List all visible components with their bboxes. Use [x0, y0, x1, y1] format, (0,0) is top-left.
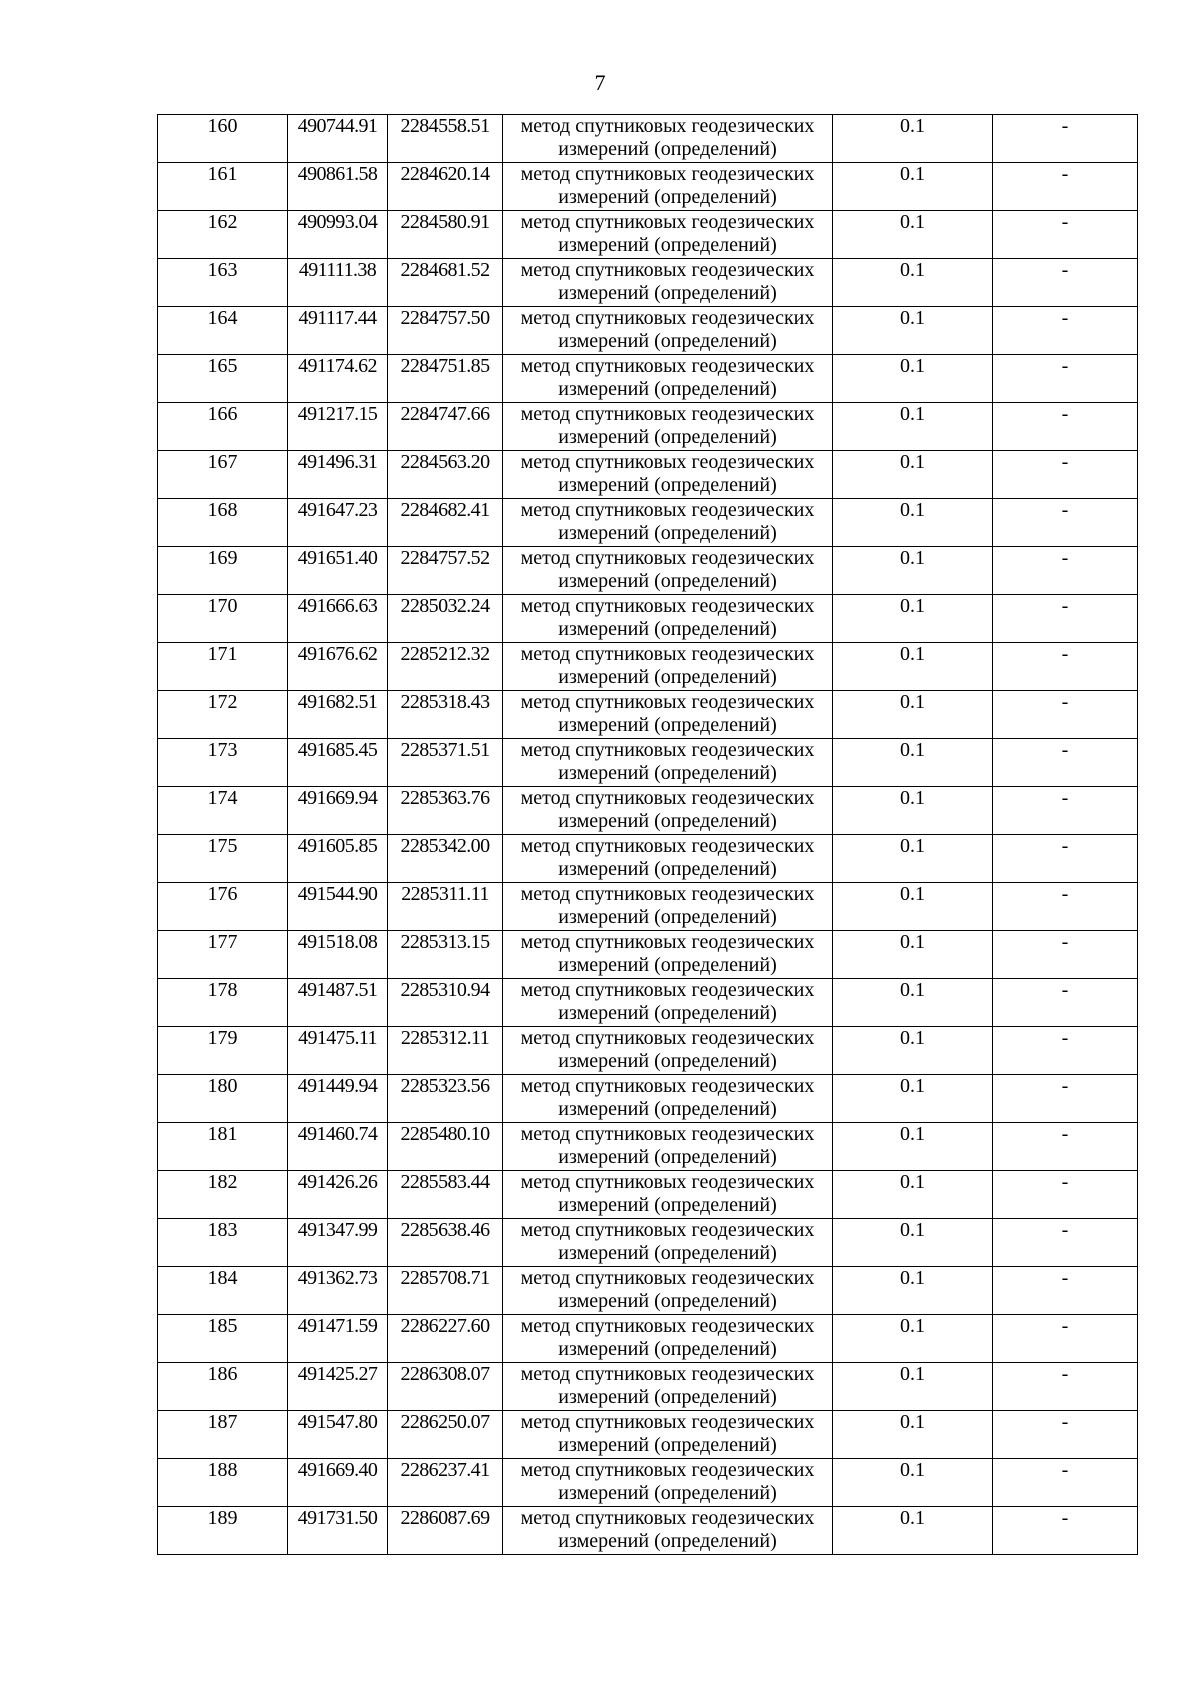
- note-cell: -: [993, 115, 1138, 163]
- method-cell: [503, 739, 833, 787]
- table-row: [158, 931, 1138, 979]
- note-cell: -: [993, 835, 1138, 883]
- method-line-1: метод спутниковых геодезических: [520, 307, 815, 329]
- point-number-cell: 162: [158, 211, 288, 259]
- method-line-2: измерений (определений): [558, 810, 777, 832]
- accuracy-cell: 0.1: [833, 355, 993, 403]
- y-coordinate-cell: 2286237.41: [388, 1459, 503, 1507]
- y-coordinate-cell: 2284580.91: [388, 211, 503, 259]
- table-row: [158, 739, 1138, 787]
- accuracy-cell: 0.1: [833, 1411, 993, 1459]
- point-number-cell: 163: [158, 259, 288, 307]
- method-line-2: измерений (определений): [558, 1098, 777, 1120]
- table-row: [158, 883, 1138, 931]
- method-line-1: метод спутниковых геодезических: [520, 355, 815, 377]
- method-line-1: метод спутниковых геодезических: [520, 979, 815, 1001]
- y-coordinate-cell: 2286308.07: [388, 1363, 503, 1411]
- method-line-1: метод спутниковых геодезических: [520, 595, 815, 617]
- point-number-cell: 172: [158, 691, 288, 739]
- table-row: [158, 835, 1138, 883]
- method-line-1: метод спутниковых геодезических: [520, 787, 815, 809]
- coordinates-table-body: [158, 115, 1138, 1555]
- method-line-2: измерений (определений): [558, 618, 777, 640]
- method-line-1: метод спутниковых геодезических: [520, 403, 815, 425]
- point-number-cell: 171: [158, 643, 288, 691]
- accuracy-cell: 0.1: [833, 499, 993, 547]
- x-coordinate-cell: 491518.08: [288, 931, 388, 979]
- table-row: [158, 259, 1138, 307]
- x-coordinate-cell: 491669.40: [288, 1459, 388, 1507]
- method-cell: [503, 1267, 833, 1315]
- method-line-2: измерений (определений): [558, 714, 777, 736]
- method-line-1: метод спутниковых геодезических: [520, 163, 815, 185]
- x-coordinate-cell: 491666.63: [288, 595, 388, 643]
- x-coordinate-cell: 491676.62: [288, 643, 388, 691]
- accuracy-cell: 0.1: [833, 1123, 993, 1171]
- y-coordinate-cell: 2285323.56: [388, 1075, 503, 1123]
- method-line-2: измерений (определений): [558, 474, 777, 496]
- y-coordinate-cell: 2285363.76: [388, 787, 503, 835]
- method-line-1: метод спутниковых геодезических: [520, 1507, 815, 1529]
- point-number-cell: 185: [158, 1315, 288, 1363]
- point-number-cell: 164: [158, 307, 288, 355]
- table-row: [158, 499, 1138, 547]
- accuracy-cell: 0.1: [833, 403, 993, 451]
- point-number-cell: 177: [158, 931, 288, 979]
- method-line-2: измерений (определений): [558, 1242, 777, 1264]
- method-cell: [503, 1171, 833, 1219]
- x-coordinate-cell: 491605.85: [288, 835, 388, 883]
- method-cell: [503, 403, 833, 451]
- x-coordinate-cell: 491362.73: [288, 1267, 388, 1315]
- note-cell: -: [993, 883, 1138, 931]
- point-number-cell: 160: [158, 115, 288, 163]
- accuracy-cell: 0.1: [833, 259, 993, 307]
- note-cell: -: [993, 1075, 1138, 1123]
- table-row: [158, 355, 1138, 403]
- method-cell: [503, 1123, 833, 1171]
- method-cell: [503, 931, 833, 979]
- point-number-cell: 161: [158, 163, 288, 211]
- accuracy-cell: 0.1: [833, 451, 993, 499]
- method-line-2: измерений (определений): [558, 1482, 777, 1504]
- note-cell: -: [993, 595, 1138, 643]
- y-coordinate-cell: 2284681.52: [388, 259, 503, 307]
- y-coordinate-cell: 2286227.60: [388, 1315, 503, 1363]
- x-coordinate-cell: 491174.62: [288, 355, 388, 403]
- y-coordinate-cell: 2285212.32: [388, 643, 503, 691]
- method-line-1: метод спутниковых геодезических: [520, 115, 815, 137]
- note-cell: -: [993, 1315, 1138, 1363]
- y-coordinate-cell: 2286087.69: [388, 1507, 503, 1555]
- method-cell: [503, 787, 833, 835]
- table-row: [158, 1075, 1138, 1123]
- method-cell: [503, 883, 833, 931]
- method-line-2: измерений (определений): [558, 1530, 777, 1552]
- method-line-2: измерений (определений): [558, 522, 777, 544]
- point-number-cell: 187: [158, 1411, 288, 1459]
- method-line-2: измерений (определений): [558, 1002, 777, 1024]
- method-line-2: измерений (определений): [558, 762, 777, 784]
- method-line-1: метод спутниковых геодезических: [520, 1075, 815, 1097]
- accuracy-cell: 0.1: [833, 1507, 993, 1555]
- accuracy-cell: 0.1: [833, 1027, 993, 1075]
- method-line-2: измерений (определений): [558, 1338, 777, 1360]
- point-number-cell: 169: [158, 547, 288, 595]
- y-coordinate-cell: 2285311.11: [388, 883, 503, 931]
- x-coordinate-cell: 491449.94: [288, 1075, 388, 1123]
- note-cell: -: [993, 211, 1138, 259]
- y-coordinate-cell: 2284757.50: [388, 307, 503, 355]
- method-line-2: измерений (определений): [558, 234, 777, 256]
- method-cell: [503, 835, 833, 883]
- table-row: [158, 403, 1138, 451]
- accuracy-cell: 0.1: [833, 595, 993, 643]
- accuracy-cell: 0.1: [833, 307, 993, 355]
- accuracy-cell: 0.1: [833, 1267, 993, 1315]
- accuracy-cell: 0.1: [833, 211, 993, 259]
- accuracy-cell: 0.1: [833, 787, 993, 835]
- note-cell: -: [993, 931, 1138, 979]
- note-cell: -: [993, 739, 1138, 787]
- method-line-2: измерений (определений): [558, 330, 777, 352]
- x-coordinate-cell: 491475.11: [288, 1027, 388, 1075]
- y-coordinate-cell: 2285371.51: [388, 739, 503, 787]
- table-row: [158, 547, 1138, 595]
- method-line-1: метод спутниковых геодезических: [520, 835, 815, 857]
- point-number-cell: 176: [158, 883, 288, 931]
- table-row: [158, 595, 1138, 643]
- method-cell: [503, 595, 833, 643]
- table-row: [158, 115, 1138, 163]
- point-number-cell: 175: [158, 835, 288, 883]
- x-coordinate-cell: 491544.90: [288, 883, 388, 931]
- method-line-2: измерений (определений): [558, 1050, 777, 1072]
- y-coordinate-cell: 2285480.10: [388, 1123, 503, 1171]
- page-number: 7: [594, 70, 606, 95]
- table-row: [158, 691, 1138, 739]
- note-cell: -: [993, 259, 1138, 307]
- accuracy-cell: 0.1: [833, 547, 993, 595]
- method-line-1: метод спутниковых геодезических: [520, 1267, 815, 1289]
- table-row: [158, 1315, 1138, 1363]
- method-line-1: метод спутниковых геодезических: [520, 1459, 815, 1481]
- y-coordinate-cell: 2284751.85: [388, 355, 503, 403]
- method-cell: [503, 691, 833, 739]
- point-number-cell: 182: [158, 1171, 288, 1219]
- method-line-1: метод спутниковых геодезических: [520, 1219, 815, 1241]
- point-number-cell: 174: [158, 787, 288, 835]
- table-row: [158, 1459, 1138, 1507]
- point-number-cell: 186: [158, 1363, 288, 1411]
- y-coordinate-cell: 2285638.46: [388, 1219, 503, 1267]
- method-cell: [503, 211, 833, 259]
- accuracy-cell: 0.1: [833, 115, 993, 163]
- y-coordinate-cell: 2286250.07: [388, 1411, 503, 1459]
- method-cell: [503, 1315, 833, 1363]
- accuracy-cell: 0.1: [833, 931, 993, 979]
- method-line-2: измерений (определений): [558, 1146, 777, 1168]
- method-line-1: метод спутниковых геодезических: [520, 1123, 815, 1145]
- x-coordinate-cell: 491117.44: [288, 307, 388, 355]
- point-number-cell: 180: [158, 1075, 288, 1123]
- x-coordinate-cell: 491651.40: [288, 547, 388, 595]
- point-number-cell: 165: [158, 355, 288, 403]
- x-coordinate-cell: 491471.59: [288, 1315, 388, 1363]
- method-line-2: измерений (определений): [558, 426, 777, 448]
- method-line-1: метод спутниковых геодезических: [520, 931, 815, 953]
- method-line-1: метод спутниковых геодезических: [520, 739, 815, 761]
- x-coordinate-cell: 490861.58: [288, 163, 388, 211]
- note-cell: -: [993, 1267, 1138, 1315]
- method-line-1: метод спутниковых геодезических: [520, 1027, 815, 1049]
- x-coordinate-cell: 491111.38: [288, 259, 388, 307]
- point-number-cell: 167: [158, 451, 288, 499]
- table-row: [158, 211, 1138, 259]
- point-number-cell: 168: [158, 499, 288, 547]
- method-cell: [503, 499, 833, 547]
- note-cell: -: [993, 499, 1138, 547]
- note-cell: -: [993, 1507, 1138, 1555]
- y-coordinate-cell: 2285342.00: [388, 835, 503, 883]
- x-coordinate-cell: 491547.80: [288, 1411, 388, 1459]
- method-line-1: метод спутниковых геодезических: [520, 1411, 815, 1433]
- y-coordinate-cell: 2285310.94: [388, 979, 503, 1027]
- note-cell: -: [993, 547, 1138, 595]
- x-coordinate-cell: 491731.50: [288, 1507, 388, 1555]
- method-line-2: измерений (определений): [558, 1290, 777, 1312]
- accuracy-cell: 0.1: [833, 883, 993, 931]
- point-number-cell: 179: [158, 1027, 288, 1075]
- y-coordinate-cell: 2284620.14: [388, 163, 503, 211]
- table-row: [158, 307, 1138, 355]
- note-cell: -: [993, 307, 1138, 355]
- method-line-1: метод спутниковых геодезических: [520, 259, 815, 281]
- table-row: [158, 163, 1138, 211]
- note-cell: -: [993, 355, 1138, 403]
- accuracy-cell: 0.1: [833, 1171, 993, 1219]
- x-coordinate-cell: 491460.74: [288, 1123, 388, 1171]
- method-line-2: измерений (определений): [558, 906, 777, 928]
- method-line-1: метод спутниковых геодезических: [520, 1171, 815, 1193]
- x-coordinate-cell: 491426.26: [288, 1171, 388, 1219]
- table-row: [158, 643, 1138, 691]
- note-cell: -: [993, 1411, 1138, 1459]
- note-cell: -: [993, 1171, 1138, 1219]
- table-row: [158, 1219, 1138, 1267]
- method-cell: [503, 1075, 833, 1123]
- x-coordinate-cell: 491425.27: [288, 1363, 388, 1411]
- accuracy-cell: 0.1: [833, 163, 993, 211]
- accuracy-cell: 0.1: [833, 835, 993, 883]
- table-row: [158, 1507, 1138, 1555]
- point-number-cell: 178: [158, 979, 288, 1027]
- method-line-1: метод спутниковых геодезических: [520, 1315, 815, 1337]
- x-coordinate-cell: 490744.91: [288, 115, 388, 163]
- method-line-1: метод спутниковых геодезических: [520, 1363, 815, 1385]
- y-coordinate-cell: 2284682.41: [388, 499, 503, 547]
- accuracy-cell: 0.1: [833, 691, 993, 739]
- method-cell: [503, 547, 833, 595]
- table-row: [158, 1411, 1138, 1459]
- method-cell: [503, 1507, 833, 1555]
- accuracy-cell: 0.1: [833, 643, 993, 691]
- method-line-2: измерений (определений): [558, 1434, 777, 1456]
- accuracy-cell: 0.1: [833, 1219, 993, 1267]
- table-row: [158, 787, 1138, 835]
- point-number-cell: 173: [158, 739, 288, 787]
- note-cell: -: [993, 1363, 1138, 1411]
- y-coordinate-cell: 2285312.11: [388, 1027, 503, 1075]
- point-number-cell: 181: [158, 1123, 288, 1171]
- note-cell: -: [993, 403, 1138, 451]
- x-coordinate-cell: 490993.04: [288, 211, 388, 259]
- x-coordinate-cell: 491496.31: [288, 451, 388, 499]
- accuracy-cell: 0.1: [833, 1315, 993, 1363]
- method-line-2: измерений (определений): [558, 1386, 777, 1408]
- point-number-cell: 189: [158, 1507, 288, 1555]
- method-line-2: измерений (определений): [558, 1194, 777, 1216]
- y-coordinate-cell: 2284558.51: [388, 115, 503, 163]
- table-row: [158, 451, 1138, 499]
- method-line-2: измерений (определений): [558, 666, 777, 688]
- method-line-1: метод спутниковых геодезических: [520, 643, 815, 665]
- method-cell: [503, 163, 833, 211]
- method-cell: [503, 307, 833, 355]
- method-cell: [503, 355, 833, 403]
- method-line-1: метод спутниковых геодезических: [520, 691, 815, 713]
- point-number-cell: 183: [158, 1219, 288, 1267]
- x-coordinate-cell: 491347.99: [288, 1219, 388, 1267]
- table-row: [158, 1027, 1138, 1075]
- accuracy-cell: 0.1: [833, 1363, 993, 1411]
- coordinates-table: [157, 114, 1138, 1555]
- x-coordinate-cell: 491685.45: [288, 739, 388, 787]
- table-row: [158, 1267, 1138, 1315]
- note-cell: -: [993, 1027, 1138, 1075]
- note-cell: -: [993, 1459, 1138, 1507]
- y-coordinate-cell: 2284563.20: [388, 451, 503, 499]
- method-cell: [503, 1411, 833, 1459]
- method-cell: [503, 643, 833, 691]
- table-row: [158, 1363, 1138, 1411]
- y-coordinate-cell: 2285313.15: [388, 931, 503, 979]
- method-cell: [503, 979, 833, 1027]
- method-line-2: измерений (определений): [558, 858, 777, 880]
- x-coordinate-cell: 491682.51: [288, 691, 388, 739]
- method-cell: [503, 1363, 833, 1411]
- point-number-cell: 184: [158, 1267, 288, 1315]
- method-line-2: измерений (определений): [558, 570, 777, 592]
- y-coordinate-cell: 2285318.43: [388, 691, 503, 739]
- method-line-2: измерений (определений): [558, 282, 777, 304]
- y-coordinate-cell: 2285708.71: [388, 1267, 503, 1315]
- method-cell: [503, 115, 833, 163]
- point-number-cell: 188: [158, 1459, 288, 1507]
- table-row: [158, 1123, 1138, 1171]
- note-cell: -: [993, 1219, 1138, 1267]
- note-cell: -: [993, 979, 1138, 1027]
- method-cell: [503, 259, 833, 307]
- note-cell: -: [993, 163, 1138, 211]
- method-cell: [503, 1219, 833, 1267]
- y-coordinate-cell: 2285583.44: [388, 1171, 503, 1219]
- method-cell: [503, 451, 833, 499]
- point-number-cell: 170: [158, 595, 288, 643]
- table-row: [158, 979, 1138, 1027]
- method-line-2: измерений (определений): [558, 378, 777, 400]
- method-cell: [503, 1459, 833, 1507]
- method-line-1: метод спутниковых геодезических: [520, 211, 815, 233]
- note-cell: -: [993, 787, 1138, 835]
- method-line-2: измерений (определений): [558, 138, 777, 160]
- accuracy-cell: 0.1: [833, 1075, 993, 1123]
- method-line-1: метод спутниковых геодезических: [520, 883, 815, 905]
- method-line-1: метод спутниковых геодезических: [520, 499, 815, 521]
- note-cell: -: [993, 451, 1138, 499]
- point-number-cell: 166: [158, 403, 288, 451]
- accuracy-cell: 0.1: [833, 1459, 993, 1507]
- y-coordinate-cell: 2284747.66: [388, 403, 503, 451]
- x-coordinate-cell: 491647.23: [288, 499, 388, 547]
- y-coordinate-cell: 2284757.52: [388, 547, 503, 595]
- note-cell: -: [993, 691, 1138, 739]
- x-coordinate-cell: 491487.51: [288, 979, 388, 1027]
- x-coordinate-cell: 491217.15: [288, 403, 388, 451]
- method-line-1: метод спутниковых геодезических: [520, 451, 815, 473]
- note-cell: -: [993, 1123, 1138, 1171]
- table-row: [158, 1171, 1138, 1219]
- accuracy-cell: 0.1: [833, 739, 993, 787]
- x-coordinate-cell: 491669.94: [288, 787, 388, 835]
- method-line-2: измерений (определений): [558, 954, 777, 976]
- method-cell: [503, 1027, 833, 1075]
- note-cell: -: [993, 643, 1138, 691]
- method-line-2: измерений (определений): [558, 186, 777, 208]
- method-line-1: метод спутниковых геодезических: [520, 547, 815, 569]
- y-coordinate-cell: 2285032.24: [388, 595, 503, 643]
- accuracy-cell: 0.1: [833, 979, 993, 1027]
